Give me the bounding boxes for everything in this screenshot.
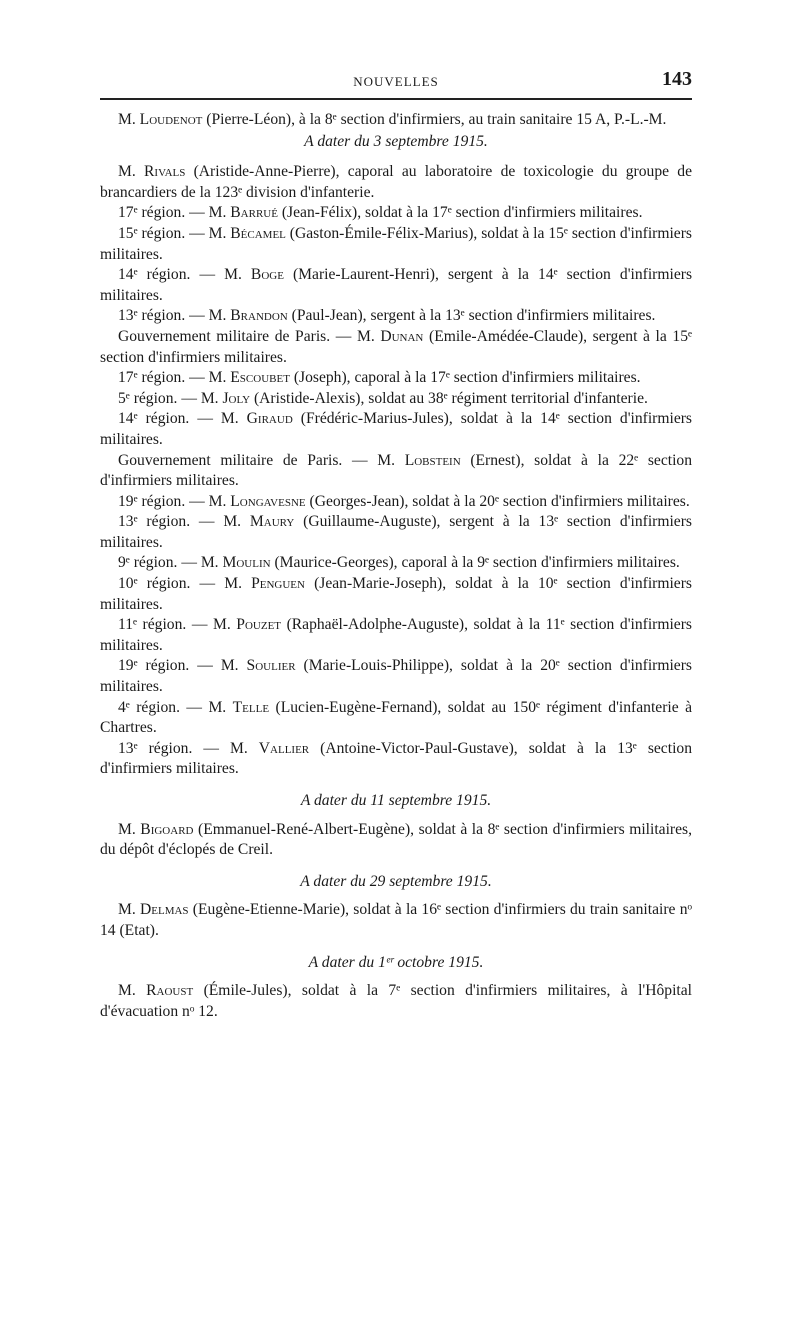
entry-text: (Ernest), soldat à la 22ᵉ section d'infirmiers militaires. [100, 451, 693, 490]
entry-prefix: 13ᵉ région. — M. [118, 513, 250, 531]
surname: Escoubet [230, 369, 290, 387]
surname: Moulin [222, 554, 271, 572]
paragraph [100, 224, 692, 265]
paragraph [100, 739, 692, 780]
paragraph [100, 389, 692, 410]
surname: Bécamel [230, 224, 286, 242]
entry-prefix: M. [118, 820, 141, 838]
entry-prefix: 13ᵉ région. — M. [118, 739, 259, 757]
entry-text: (Aristide-Anne-Pierre), caporal au laboratoire de toxicologie du groupe de brancardiers de la 123ᵉ division d'infanterie. [100, 163, 692, 201]
paragraph [100, 162, 692, 203]
entry-text: (Paul-Jean), sergent à la 13ᵉ section d'infirmiers militaires. [287, 307, 656, 325]
date-heading: A dater du 11 septembre 1915. [300, 792, 492, 809]
entry-text: (Marie-Louis-Philippe), soldat à la 20ᵉ section d'infirmiers militaires. [100, 657, 692, 696]
entry-prefix: 17ᵉ région. — M. [118, 369, 231, 387]
paragraph [100, 820, 692, 861]
body-text [100, 110, 692, 1022]
paragraph [100, 492, 692, 513]
surname: Lobstein [404, 451, 461, 469]
surname: Joly [222, 389, 251, 407]
entry-text: (Eugène-Etienne-Marie), soldat à la 16ᵉ section d'infirmiers du train sanitaire nᵒ 14 (Etat). [100, 901, 692, 939]
date-heading: A dater du 29 septembre 1915. [300, 872, 492, 890]
paragraph [100, 615, 692, 656]
paragraph [100, 900, 692, 941]
entry-text: (Antoine-Victor-Paul-Gustave), soldat à la 13ᵉ section d'infirmiers militaires. [100, 739, 692, 778]
page-number: 143 [662, 68, 692, 90]
document-page [100, 66, 692, 1022]
surname: Vallier [258, 739, 310, 757]
paragraph [100, 451, 692, 492]
paragraph [100, 327, 692, 368]
date-heading: A dater du 3 septembre 1915. [304, 132, 488, 150]
surname: Soulier [246, 657, 296, 675]
entry-prefix: M. [118, 111, 140, 128]
entry-text: (Guillaume-Auguste), sergent à la 13ᵉ section d'infirmiers militaires. [100, 513, 692, 551]
date-heading: A dater du 1ᵉʳ octobre 1915. [308, 953, 484, 971]
entry-prefix: 14ᵉ région. — M. [118, 410, 247, 428]
entry-text: (Emile-Amédée-Claude), sergent à la 15ᵉ section d'infirmiers militaires. [100, 327, 693, 366]
paragraph [100, 368, 692, 389]
paragraph [100, 656, 692, 697]
entry-prefix: 5ᵉ région. — M. [118, 389, 223, 407]
paragraph [100, 110, 692, 131]
surname: Delmas [140, 901, 189, 919]
surname: Giraud [246, 410, 293, 428]
entry-prefix: 19ᵉ région. — M. [118, 492, 231, 510]
surname: Raoust [146, 982, 194, 1000]
entry-prefix: Gouvernement militaire de Paris. — M. [118, 451, 405, 469]
entry-prefix: 19ᵉ région. — M. [118, 657, 247, 675]
surname: Maury [249, 513, 295, 531]
entry-text: (Frédéric-Marius-Jules), soldat à la 14ᵉ section d'infirmiers militaires. [100, 410, 692, 448]
entry-text: (Emmanuel-René-Albert-Eugène), soldat à la 8ᵉ section d'infirmiers militaires, du dépôt d'éclopés de Creil. [100, 820, 692, 859]
paragraph [100, 306, 692, 327]
surname: Pouzet [236, 616, 282, 634]
surname: Boge [250, 266, 284, 284]
entry-prefix: 4ᵉ région. — M. [118, 698, 233, 716]
entry-prefix: M. [118, 982, 147, 1000]
entry-text: (Joseph), caporal à la 17ᵉ section d'infirmiers militaires. [289, 369, 641, 387]
surname: Bigoard [140, 820, 194, 838]
entry-prefix: 10ᵉ région. — M. [118, 575, 252, 593]
paragraph [100, 698, 692, 739]
entry-text: (Gaston-Émile-Félix-Marius), soldat à la 15ᵉ section d'infirmiers militaires. [100, 224, 692, 263]
entry-prefix: M. [118, 901, 140, 919]
surname: Longavesne [230, 492, 306, 510]
surname: Penguen [251, 575, 305, 593]
entry-prefix: 11ᵉ région. — M. [118, 616, 237, 634]
entry-prefix: 15ᵉ région. — M. [118, 224, 231, 242]
entry-prefix: 14ᵉ région. — M. [118, 266, 251, 284]
paragraph [100, 512, 692, 553]
surname: Barrué [230, 204, 278, 222]
paragraph [100, 574, 692, 615]
paragraph [100, 981, 692, 1022]
paragraph [100, 553, 692, 574]
surname: Brandon [230, 307, 288, 325]
entry-prefix: 9ᵉ région. — M. [118, 554, 223, 572]
entry-text: (Aristide-Alexis), soldat au 38ᵉ régiment territorial d'infanterie. [250, 389, 648, 407]
entry-text: (Pierre-Léon), à la 8ᵉ section d'infirmiers, au train sanitaire 15 A, P.-L.-M. [202, 111, 667, 128]
surname: Dunan [380, 327, 424, 345]
entry-text: (Jean-Félix), soldat à la 17ᵉ section d'infirmiers militaires. [277, 204, 643, 222]
surname: Loudenot [139, 111, 203, 128]
entry-text: (Jean-Marie-Joseph), soldat à la 10ᵉ section d'infirmiers militaires. [100, 575, 692, 613]
entry-text: (Raphaël-Adolphe-Auguste), soldat à la 11ᵉ section d'infirmiers militaires. [100, 616, 692, 654]
surname: Telle [232, 698, 270, 716]
entry-prefix: M. [118, 163, 144, 181]
entry-prefix: 17ᵉ région. — M. [118, 204, 231, 222]
entry-text: (Lucien-Eugène-Fernand), soldat au 150ᵉ régiment d'infanterie à Chartres. [100, 698, 693, 737]
entry-text: (Marie-Laurent-Henri), sergent à la 14ᵉ section d'infirmiers militaires. [100, 266, 693, 304]
paragraph [100, 203, 692, 224]
page-header [100, 66, 692, 100]
entry-prefix: 13ᵉ région. — M. [118, 307, 231, 325]
entry-text: (Émile-Jules), soldat à la 7ᵉ section d'infirmiers militaires, à l'Hôpital d'évacuation nᵒ 12. [100, 982, 692, 1020]
entry-text: (Maurice-Georges), caporal à la 9ᵉ section d'infirmiers militaires. [270, 554, 680, 572]
paragraph [100, 409, 692, 450]
paragraph [100, 265, 692, 306]
entry-prefix: Gouvernement militaire de Paris. — M. [118, 327, 381, 345]
surname: Rivals [144, 163, 186, 181]
entry-text: (Georges-Jean), soldat à la 20ᵉ section d'infirmiers militaires. [305, 492, 690, 510]
running-title: NOUVELLES [353, 74, 439, 89]
